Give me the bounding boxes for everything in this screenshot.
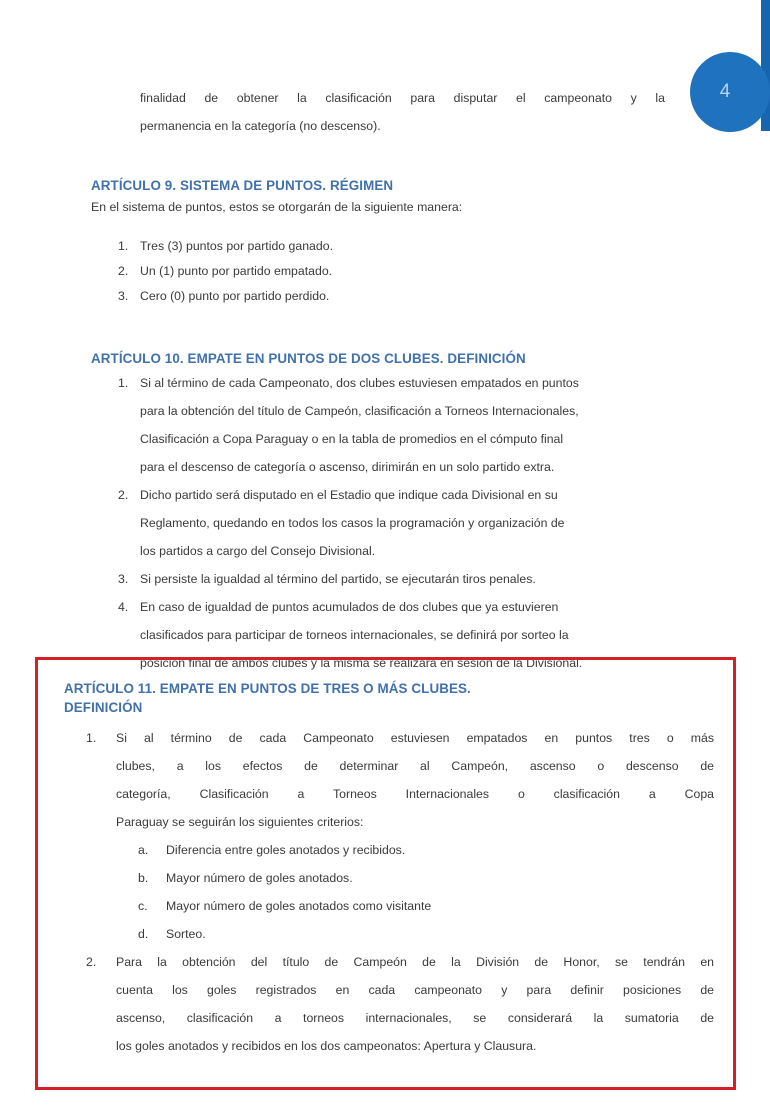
article-10-heading: ARTÍCULO 10. EMPATE EN PUNTOS DE DOS CLUBES. DEFINICIÓN: [91, 351, 526, 366]
list-marker: 3.: [118, 572, 129, 586]
list-marker: 2.: [118, 264, 129, 278]
text-line: categoría, Clasificación a Torneos Internacionales o clasificación a Copa: [116, 787, 714, 801]
intro-paragraph: [140, 84, 665, 140]
list-text: Diferencia entre goles anotados y recibidos.: [166, 843, 406, 857]
list-item: [118, 369, 665, 481]
list-text: [116, 948, 714, 1060]
text-line: clubes, a los efectos de determinar al Campeón, ascenso o descenso de: [116, 759, 714, 773]
article-11-header-block: [64, 679, 664, 717]
list-item: [138, 892, 714, 920]
article-11-heading-line-2: DEFINICIÓN: [64, 700, 143, 715]
list-marker: 1.: [118, 239, 129, 253]
list-item: [118, 481, 665, 565]
intro-line-2: permanencia en la categoría (no descenso).: [140, 119, 381, 133]
list-item: [86, 724, 714, 836]
text-line: Reglamento, quedando en todos los casos la programación y organización de: [140, 516, 565, 530]
list-text: [140, 481, 665, 565]
text-line: Si persiste la igualdad al término del partido, se ejecutarán tiros penales.: [140, 572, 536, 586]
text-line: Si al término de cada Campeonato estuviesen empatados en puntos tres o más: [116, 731, 714, 745]
list-item: [118, 234, 658, 259]
text-line: posición final de ambos clubes y la misma se realizará en sesión de la Divisional.: [140, 656, 583, 670]
list-item: [118, 259, 658, 284]
text-line: los goles anotados y recibidos en los dos campeonatos: Apertura y Clausura.: [116, 1039, 537, 1053]
list-item: [118, 565, 665, 593]
list-marker: 2.: [118, 488, 129, 502]
list-marker: 1.: [86, 731, 97, 745]
list-text: Cero (0) punto por partido perdido.: [140, 289, 330, 303]
text-line: Si al término de cada Campeonato, dos clubes estuviesen empatados en puntos: [140, 376, 579, 390]
list-text: Mayor número de goles anotados como visitante: [166, 899, 432, 913]
list-marker: d.: [138, 927, 149, 941]
article-9-heading: ARTÍCULO 9. SISTEMA DE PUNTOS. RÉGIMEN: [91, 178, 394, 193]
article-10-list: [118, 369, 665, 677]
page-number-label: 4: [719, 81, 731, 102]
text-line: En caso de igualdad de puntos acumulados de dos clubes que ya estuvieren: [140, 600, 559, 614]
text-line: los partidos a cargo del Consejo Divisional.: [140, 544, 376, 558]
text-line: Paraguay se seguirán los siguientes criterios:: [116, 815, 364, 829]
list-item: [138, 920, 714, 948]
page-number-badge: [690, 52, 770, 132]
list-marker: 2.: [86, 955, 97, 969]
list-text: [140, 369, 665, 481]
list-text: Sorteo.: [166, 927, 206, 941]
article-9-header-block: [91, 176, 691, 217]
list-text: Tres (3) puntos por partido ganado.: [140, 239, 333, 253]
article-11-heading-line-1: ARTÍCULO 11. EMPATE EN PUNTOS DE TRES O MÁS CLUBES.: [64, 681, 471, 696]
text-line: para el descenso de categoría o ascenso, dirimirán en un solo partido extra.: [140, 460, 555, 474]
text-line: clasificados para participar de torneos internacionales, se definirá por sorteo la: [140, 628, 569, 642]
text-line: cuenta los goles registrados en cada campeonato y para definir posiciones de: [116, 983, 714, 997]
list-text: [140, 565, 665, 593]
text-line: para la obtención del título de Campeón, clasificación a Torneos Internacionales,: [140, 404, 579, 418]
list-text: Mayor número de goles anotados.: [166, 871, 353, 885]
article-11-sub-list: [138, 836, 714, 948]
article-9-list: [118, 234, 658, 309]
list-marker: 3.: [118, 289, 129, 303]
list-marker: 1.: [118, 376, 129, 390]
article-11-list: [86, 724, 714, 1060]
list-text: [116, 724, 714, 836]
list-text: Un (1) punto por partido empatado.: [140, 264, 333, 278]
list-item: [86, 948, 714, 1060]
text-line: Dicho partido será disputado en el Estadio que indique cada Divisional en su: [140, 488, 558, 502]
text-line: Para la obtención del título de Campeón de la División de Honor, se tendrán en: [116, 955, 714, 969]
text-line: Clasificación a Copa Paraguay o en la tabla de promedios en el cómputo final: [140, 432, 564, 446]
list-item: [138, 836, 714, 864]
list-item: [138, 864, 714, 892]
list-marker: b.: [138, 871, 149, 885]
list-marker: c.: [138, 899, 148, 913]
list-marker: 4.: [118, 600, 129, 614]
list-item: [118, 284, 658, 309]
intro-line-1: finalidad de obtener la clasificación para disputar el campeonato y la: [140, 91, 665, 105]
article-9-subheading: En el sistema de puntos, estos se otorgarán de la siguiente manera:: [91, 200, 463, 214]
text-line: ascenso, clasificación a torneos internacionales, se considerará la sumatoria de: [116, 1011, 714, 1025]
article-10-header-block: [91, 349, 711, 368]
list-marker: a.: [138, 843, 149, 857]
